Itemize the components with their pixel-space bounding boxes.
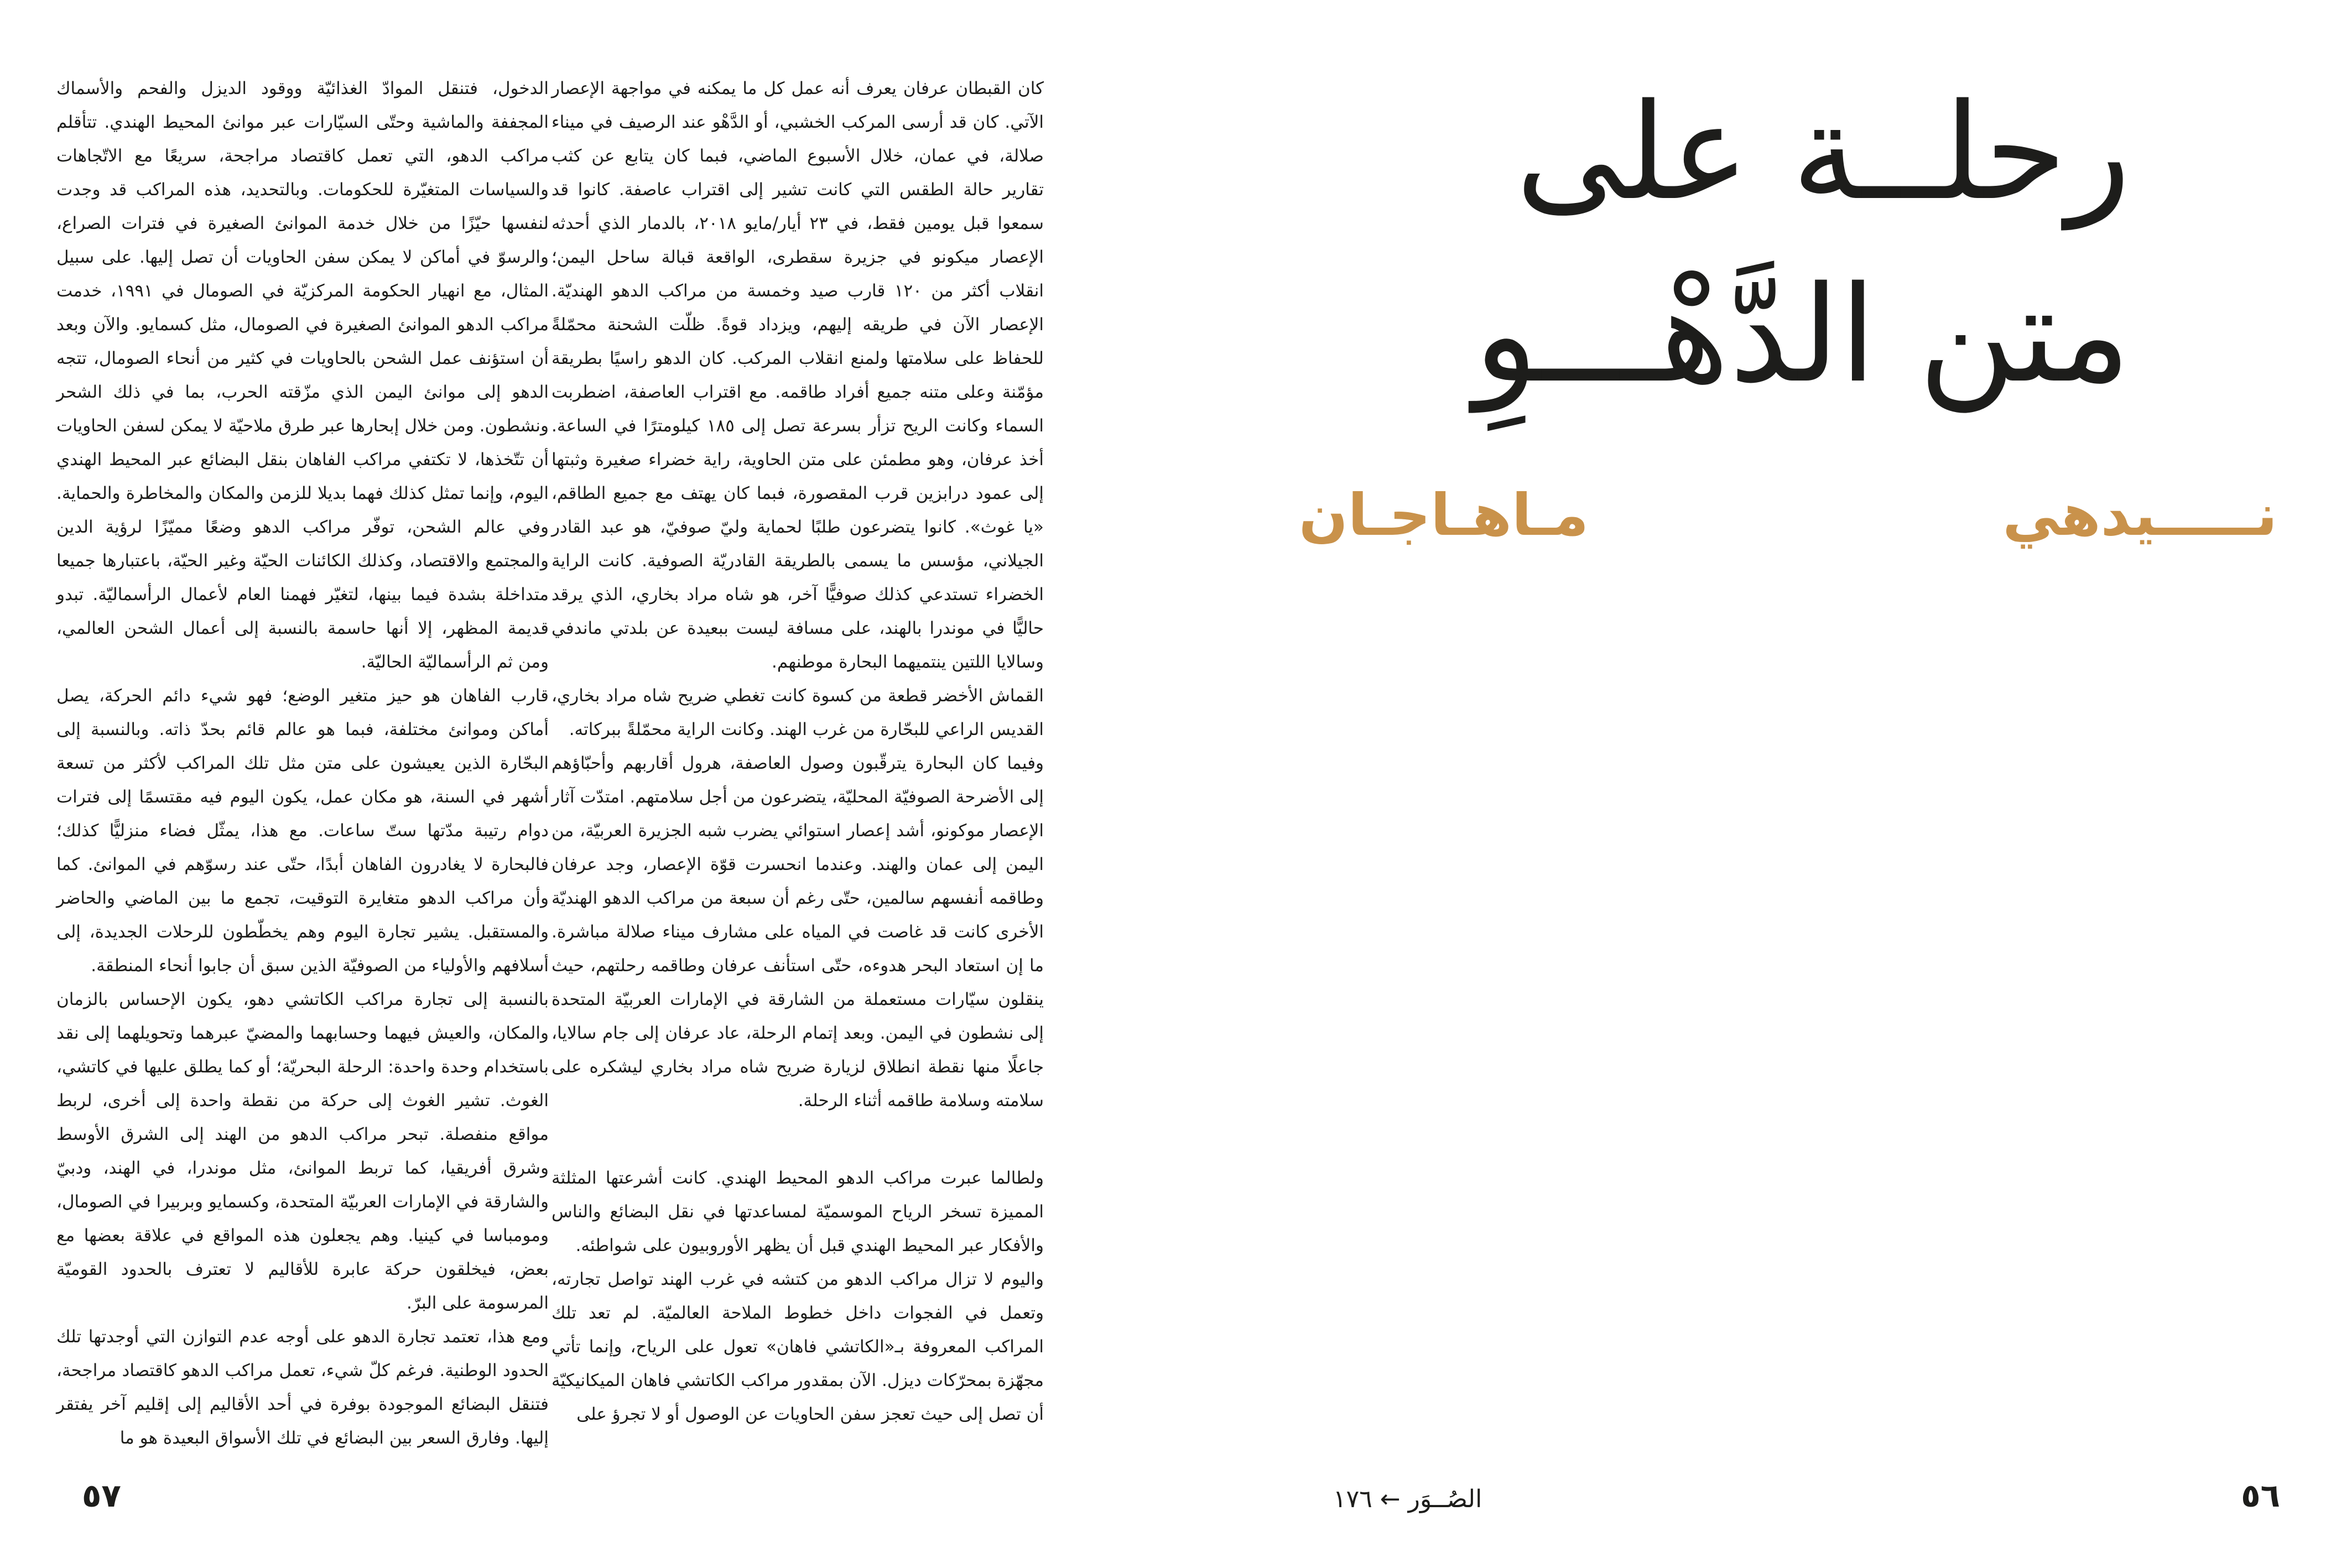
title-line-1: رحلــة على [1516, 75, 2131, 230]
text-column-left-page [56, 72, 549, 1455]
paragraph: واليوم لا تزال مراكب الدهو من كتشه في غرب الهند تواصل تجارته، وتعمل في الفجوات داخل خطوط الملاحة العالميّة. لم تعد تلك المراكب المعروفة بـ«الكاتشي فاهان» تعول على الرياح، وإنما تأتي مجهّزة بمحرّكات ديزل. الآن بمقدور مراكب الكاتشي فاهان الميكانيكيّة أن تصل إلى حيث تعجز سفن الحاويات عن الوصول أو لا تجرؤ على [551, 1269, 1044, 1424]
paragraph: وفيما كان البحارة يترقّبون وصول العاصفة، هرول أقاربهم وأحبّاؤهم إلى الأضرحة الصوفيّة المحليّة، يتضرعون من أجل سلامتهم. امتدّت آثار الإعصار موكونو، أشد إعصار استوائي يضرب شبه الجزيرة العربيّة، من اليمن إلى عمان والهند. وعندما انحسرت قوّة الإعصار، وجد عرفان وطاقمه أنفسهم سالمين، حتّى رغم أن سبعة من مراكب الدهو الهنديّة الأخرى كانت قد غاصت في المياه على مشارف ميناء صلالة مباشرة. ما إن استعاد البحر هدوءه، حتّى استأنف عرفان وطاقمه رحلتهم، حيث ينقلون سيّارات مستعملة من الشارقة في الإمارات العربيّة المتحدة إلى نشطون في اليمن. وبعد إتمام الرحلة، عاد عرفان إلى جام سالايا، جاعلًا منها نقطة انطلاق لزيارة ضريح شاه مراد بخاري ليشكره على سلامته وسلامة طاقمه أثناء الرحلة. [551, 753, 1044, 1111]
paragraph: القماش الأخضر قطعة من كسوة كانت تغطي ضريح شاه مراد بخاري، القديس الراعي للبحّارة من غرب الهند. وكانت الراية محمّلةً ببركاته. [551, 686, 1044, 739]
paragraph: قارب الفاهان هو حيز متغير الوضع؛ فهو شيء دائم الحركة، يصل أماكن وموانئ مختلفة، فبما هو عالم قائم بحدّ ذاته. وبالنسبة إلى البحّارة الذين يعيشون على متن مثل تلك المراكب لأكثر من تسعة أشهر في السنة، هو مكان عمل، يكون اليوم فيه مقتسمًا إلى فترات دوام رتيبة مدّتها ستّ ساعات. مع هذا، يمثّل فضاء منزليًّا كذلك؛ فالبحارة لا يغادرون الفاهان أبدًا، حتّى عند رسوّهم في الموانئ. كما وأن مراكب الدهو متغايرة التوقيت، تجمع ما بين الماضي والحاضر والمستقبل. يشير تجارة اليوم وهم يخطّطون للرحلات الجديدة، إلى أسلافهم والأولياء من الصوفيّة الذين سبق أن جابوا أنحاء المنطقة. [56, 686, 549, 976]
text-column-left-page-right [551, 72, 1044, 1118]
paragraph: كان القبطان عرفان يعرف أنه عمل كل ما يمكنه في مواجهة الإعصار الآتي. كان قد أرسى المركب الخشبي، أو الدَّهْو عند الرصيف في ميناء صلالة، في عمان، خلال الأسبوع الماضي، فبما كان يتابع عن كثب تقارير حالة الطقس التي كانت تشير إلى اقتراب عاصفة. كانوا قد سمعوا قبل يومين فقط، في ٢٣ أيار/مايو ٢٠١٨، بالدمار الذي أحدثه الإعصار ميكونو في جزيرة سقطرى، الواقعة قبالة ساحل اليمن؛ انقلاب أكثر من ١٢٠ قارب صيد وخمسة من مراكب الدهو الهنديّة. الإعصار الآن في طريقه إليهم، ويزداد قوةً. ظلّت الشحنة محمّلةً للحفاظ على سلامتها ولمنع انقلاب المركب. كان الدهو راسيًا بطريقة مؤمّنة وعلى متنه جميع أفراد طاقمه. مع اقتراب العاصفة، اضطربت السماء وكانت الريح تزأر بسرعة تصل إلى ١٨٥ كيلومترًا في الساعة. أخذ عرفان، وهو مطمئن على متن الحاوية، راية خضراء صغيرة وثبتها إلى عمود درابزين قرب المقصورة، فبما كان يهتف مع جميع الطاقم، «يا غوث». كانوا يتضرعون طلبًا لحماية وليّ صوفيّ، هو عبد القادر الجيلاني، مؤسس ما يسمى بالطريقة القادريّة الصوفية. كانت الراية الخضراء تستدعي كذلك صوفيًّا آخر، هو شاه مراد بخاري، الذي يرقد حاليًّا في موندرا بالهند، على مسافة ليست ببعيدة عن بلدتي ماندفي وسالايا اللتين ينتميهما البحارة موطنهم. [551, 79, 1044, 672]
author-first-name: نـــــيدهي [2002, 481, 2277, 549]
text-column-lower-right-page [551, 1161, 1044, 1431]
page-number-right: ٥٦ [2241, 1477, 2280, 1514]
title-line-2: متن الدَّهْـــوِ [1474, 257, 2131, 412]
paragraph: ولطالما عبرت مراكب الدهو المحيط الهندي. كانت أشرعتها المثلثة المميزة تسخر الرياح الموسميّة لمساعدتها في نقل البضائع والناس والأفكار عبر المحيط الهندي قبل أن يظهر الأوروبيون على شواطئه. [551, 1168, 1044, 1256]
page-number-left: ٥٧ [82, 1477, 121, 1514]
paragraph: الدخول، فتنقل الموادّ الغذائيّة ووقود الديزل والفحم والأسماك المجففة والماشية وحتّى السيّارات عبر موانئ المحيط الهندي. تتأقلم مراكب الدهو، التي تعمل كاقتصاد مراجحة، سريعًا مع الاتّجاهات والسياسات المتغيّرة للحكومات. وبالتحديد، هذه المراكب قد وجدت لنفسها حيّزًا من خلال خدمة الموانئ الصغيرة في فترات الصراع، والرسوّ في أماكن لا يمكن سفن الحاويات أن تصل إليها. على سبيل المثال، مع انهيار الحكومة المركزيّة في الصومال في ١٩٩١، خدمت مراكب الدهو الموانئ الصغيرة في الصومال، مثل كسمايو. والآن وبعد أن استؤنف عمل الشحن بالحاويات في كثير من أنحاء الصومال، تتجه الدهو إلى موانئ اليمن الذي مزّقته الحرب، بما في ذلك الشحر ونشطون. ومن خلال إبحارها عبر طرق ملاحيّة لا يمكن لسفن الحاويات أن تتّخذها، لا تكتفي مراكب الفاهان بنقل البضائع عبر المحيط الهندي اليوم، وإنما تمثل كذلك فهما بديلا للزمن والمكان والمخاطرة والحماية. وفي عالم الشحن، توفّر مراكب الدهو وضعًا مميّزًا لرؤية الدين والمجتمع والاقتصاد، وكذلك الكائنات الحيّة وغير الحيّة، باعتبارها جميعا متداخلة بشدة فيما بينها، لتغيّر فهمنا العام لأعمال الرأسماليّة. تبدو قديمة المظهر، إلا أنها حاسمة بالنسبة إلى أعمال الشحن العالمي، ومن ثم الرأسماليّة الحاليّة. [56, 79, 549, 672]
running-footer: الصُــوَر ← ١٧٦ [1333, 1485, 1482, 1513]
paragraph: ومع هذا، تعتمد تجارة الدهو على أوجه عدم التوازن التي أوجدتها تلك الحدود الوطنية. فرغم كلّ شيء، تعمل مراكب الدهو كاقتصاد مراجحة، فتنقل البضائع الموجودة بوفرة في أحد الأقاليم إلى إقليم آخر يفتقر إليها. وفارق السعر بين البضائع في تلك الأسواق البعيدة هو ما [56, 1327, 549, 1448]
article-title [1301, 61, 2131, 426]
author-last-name: مـاهـاجـان [1298, 481, 1589, 549]
paragraph: بالنسبة إلى تجارة مراكب الكاتشي دهو، يكون الإحساس بالزمان والمكان، والعيش فيهما وحسابهما والمضيّ عبرهما وتحويلهما إلى نقد باستخدام وحدة واحدة: الرحلة البحريّة؛ أو كما يطلق عليها في كاتشي، الغوث. تشير الغوث إلى حركة من نقطة واحدة إلى أخرى، لربط مواقع منفصلة. تبحر مراكب الدهو من الهند إلى الشرق الأوسط وشرق أفريقيا، كما تربط الموانئ، مثل موندرا، في الهند، ودبيّ والشارقة في الإمارات العربيّة المتحدة، وكسمايو وبربيرا في الصومال، ومومباسا في كينيا. وهم يجعلون هذه المواقع في علاقة بعضها مع بعض، فيخلقون حركة عابرة للأقاليم لا تعترف بالحدود القوميّة المرسومة على البرّ. [56, 989, 549, 1313]
